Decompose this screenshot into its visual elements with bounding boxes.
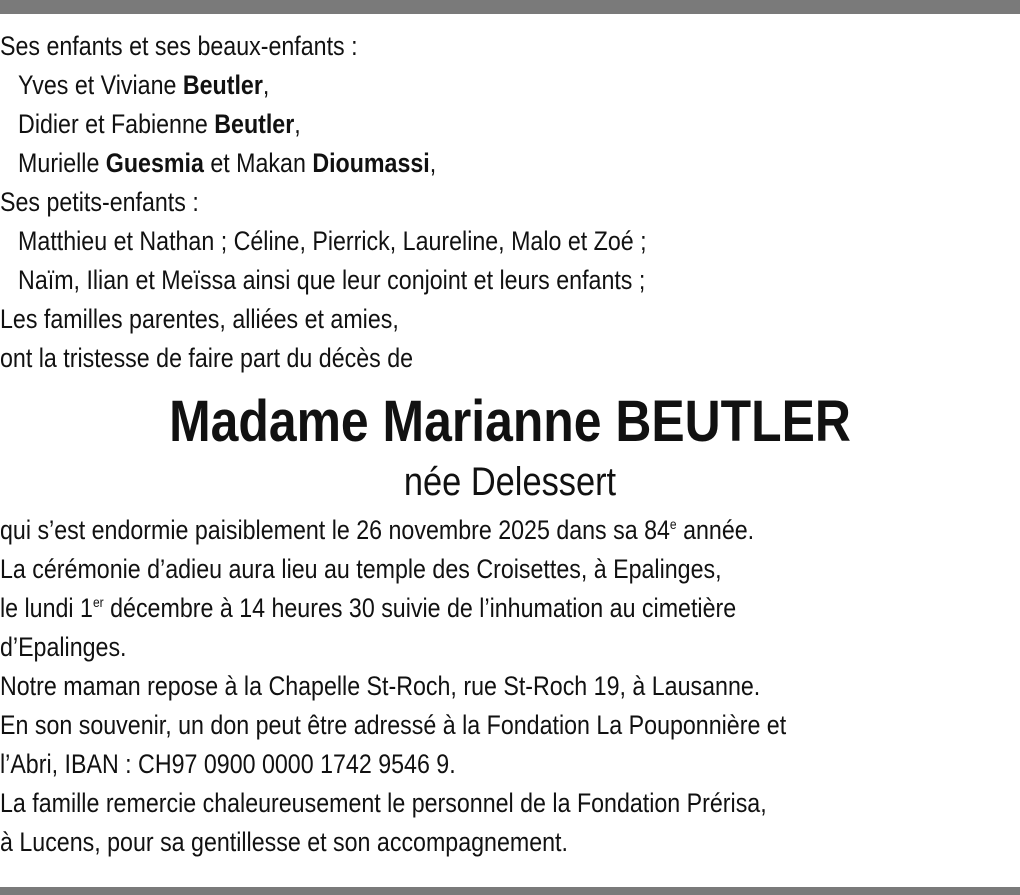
children-heading: Ses enfants et ses beaux-enfants : xyxy=(0,31,358,61)
thanks-line: à Lucens, pour sa gentillesse et son accompagnement. xyxy=(0,827,568,857)
child-entry xyxy=(0,144,1016,183)
child-entry xyxy=(0,105,1016,144)
announcement-line: ont la tristesse de faire part du décès de xyxy=(0,343,414,373)
child-first-name: Murielle xyxy=(18,148,106,178)
child-first-names: Didier et Fabienne xyxy=(18,109,215,139)
child-first-names: Yves et Viviane xyxy=(18,70,183,100)
ceremony-line xyxy=(0,589,998,628)
thanks-line: La famille remercie chaleureusement le personnel de la Fondation Prérisa, xyxy=(0,788,767,818)
grandchildren-line: Naïm, Ilian et Meïssa ainsi que leur conjoint et leurs enfants ; xyxy=(18,265,646,295)
deceased-name: Madame Marianne BEUTLER xyxy=(169,389,851,454)
ceremony-time: décembre à 14 heures 30 suivie de l’inhumation au cimetière xyxy=(103,593,737,623)
top-border xyxy=(0,0,1020,14)
grandchildren-heading: Ses petits-enfants : xyxy=(0,187,199,217)
ceremony-line: d’Epalinges. xyxy=(0,632,127,662)
ceremony-day: le lundi 1 xyxy=(0,593,93,623)
donation-line: En son souvenir, un don peut être adressé à la Fondation La Pouponnière et xyxy=(0,710,787,740)
grandchildren-line: Matthieu et Nathan ; Céline, Pierrick, Laureline, Malo et Zoé ; xyxy=(18,226,647,256)
death-text: qui s’est endormie paisiblement le 26 novembre 2025 dans sa 84 xyxy=(0,515,670,545)
maiden-name: née Delessert xyxy=(403,460,617,504)
child-surname: Beutler xyxy=(182,70,263,100)
child-surname: Beutler xyxy=(214,109,295,139)
deceased-block xyxy=(0,387,1020,511)
death-notice xyxy=(0,27,1020,862)
child-punctuation: , xyxy=(262,70,270,100)
child-surname: Guesmia xyxy=(105,148,204,178)
ordinal-suffix: e xyxy=(669,516,677,532)
bottom-border xyxy=(0,887,1020,895)
death-text-end: année. xyxy=(676,515,755,545)
child-punctuation: , xyxy=(294,109,301,139)
donation-line: l’Abri, IBAN : CH97 0900 0000 1742 9546 9. xyxy=(0,749,456,779)
ceremony-line: La cérémonie d’adieu aura lieu au temple des Croisettes, à Epalinges, xyxy=(0,554,722,584)
conjunction: et Makan xyxy=(203,148,313,178)
families-line: Les familles parentes, alliées et amies, xyxy=(0,304,399,334)
partner-surname: Dioumassi xyxy=(312,148,430,178)
child-punctuation: , xyxy=(429,148,437,178)
rest-place-line: Notre maman repose à la Chapelle St-Roch, rue St-Roch 19, à Lausanne. xyxy=(0,671,761,701)
child-entry xyxy=(0,66,1016,105)
death-line xyxy=(0,511,998,550)
ordinal-suffix: er xyxy=(92,594,104,610)
